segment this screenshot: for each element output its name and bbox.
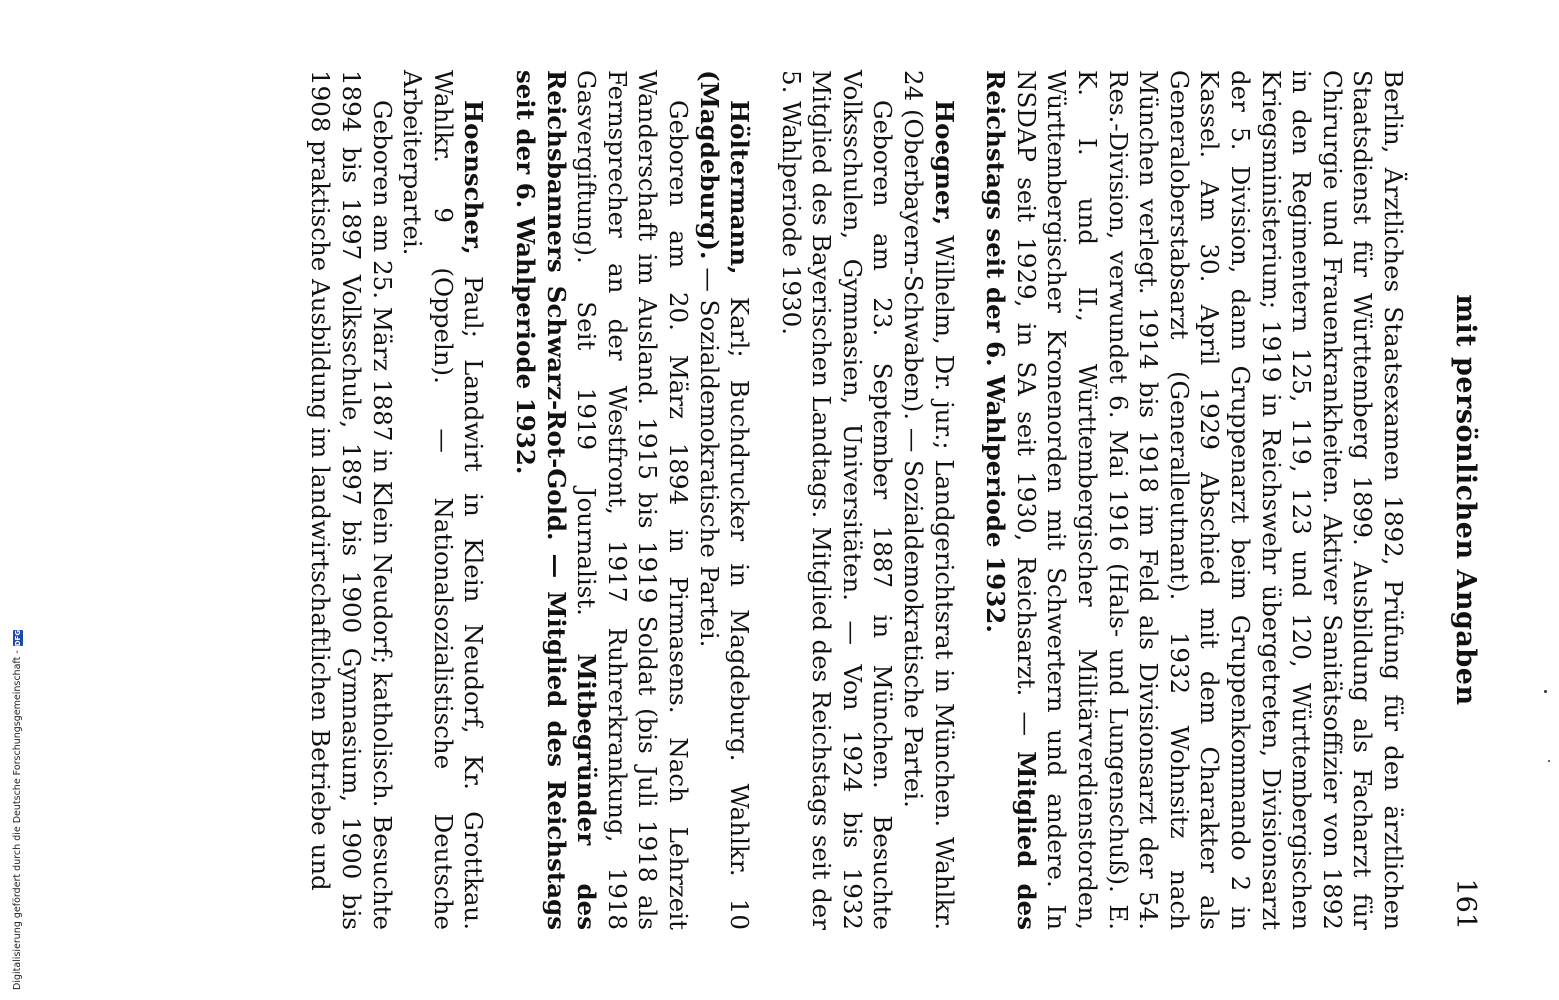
page-number: 161 [1450,878,1481,930]
credit-text: Digitalisierung gefördert durch die Deutsche Forschungsgemeinschaft - [12,650,23,990]
scan-speck [1548,760,1550,762]
entry-party: — Sozialdemokratische Partei. [694,259,724,648]
scanned-page [80,70,1480,930]
continuation-text: Berlin, Ärztliches Staatsexamen 1892, Prüfung für den ärztlichen Staatsdienst für Württemberg 1899. Ausbildung als Facharzt für Chirurgie und Frauenkrankheiten. Aktiver Sanitätsoffizier von 1892 in den Regimentern 125, 119, 123 und 120, Württembergischen Kriegsministerium; 1919 in Reichswehr übergetreten, Divisionsarzt der 5. Division, dann Gruppenarzt beim Gruppenkommando 2 in Kassel. Am 30. April 1929 Abschied mit dem Charakter als Generaloberstabsarzt (Generalleutnant). 1932 Wohnsitz nach München verlegt. 1914 bis 1918 im Feld als Divisionsarzt der 54. Res.-Division, verwundet 6. Mai 1916 (Hals- und Lungenschuß). E. K. I. und II., Württembergischer Militärverdienstorden, Württembergischer Kronenorden mit Schwertern und andere. In NSDAP seit 1929, in SA seit 1930, Reichsarzt. — [1011,70,1408,930]
continuation-membership: Mitglied des Reichstags seit der 6. Wahlperiode 1932. [981,70,1041,930]
scan-speck [1544,690,1547,693]
continuation-paragraph [980,70,1408,930]
page-body [305,70,1408,930]
entry-heading [693,70,754,930]
entry-name: Höltermann, [725,100,755,275]
entry-bio: Geboren am 25. März 1887 in Klein Neudorf; katholisch. Besuchte 1894 bis 1897 Volksschule, 1897 bis 1900 Gymnasium, 1900 bis 1908 praktische Ausbildung im landwirtschaftlichen Betriebe und [306,70,397,930]
running-title: mit persönlichen Angaben [1450,294,1481,706]
page-header [1444,70,1480,930]
entry-details: Wilhelm, Dr. jur.; Landgerichtsrat in München. Wahlkr. 24 (Oberbayern-Schwaben). — Sozialdemokratische Partei. [899,70,959,930]
entry-name: Hoenscher, [459,100,489,255]
entry-details: Karl; Buchdrucker in Magdeburg. Wahlkr. 10 [725,274,755,930]
entry-bio-bold: Mitbegründer des Reichsbanners Schwarz-Rot-Gold. — Mitglied des Reichstags seit der 6. Wahlperiode 1932. [510,70,602,930]
entry-bio [509,70,693,930]
entry-heading [397,70,489,930]
entry-bio: Geboren am 23. September 1887 in München. Besuchte Volksschulen, Gymnasien, Universitäten. — Von 1924 bis 1932 Mitglied des Bayerischen Landtags. Mitglied des Reichstags seit der 5. Wahlperiode 1930. [776,70,898,930]
dfg-logo-icon: DFG [13,629,22,647]
biography-entry-hoegner [775,70,959,930]
entry-name: Hoegner, [929,100,959,226]
biography-entry-hoeltermann [509,70,754,930]
biography-entry-hoenscher [305,70,489,930]
digitization-credit [12,630,23,990]
entry-heading [898,70,959,930]
entry-constituency: (Magdeburg). [694,70,724,260]
entry-bio-text: Geboren am 20. März 1894 in Pirmasens. Nach Lehrzeit Wanderschaft im Ausland. 1915 bis 1919 Soldat (bis Juli 1918 als Fernsprecher an der Westfront, 1917 Ruhrerkrankung, 1918 Gasvergiftung). Seit 1919 Journalist. [572,70,693,930]
entry-details: Paul; Landwirt in Klein Neudorf, Kr. Grottkau. Wahlkr. 9 (Oppeln). — Nationalsozialistische Deutsche Arbeiterpartei. [398,70,489,930]
